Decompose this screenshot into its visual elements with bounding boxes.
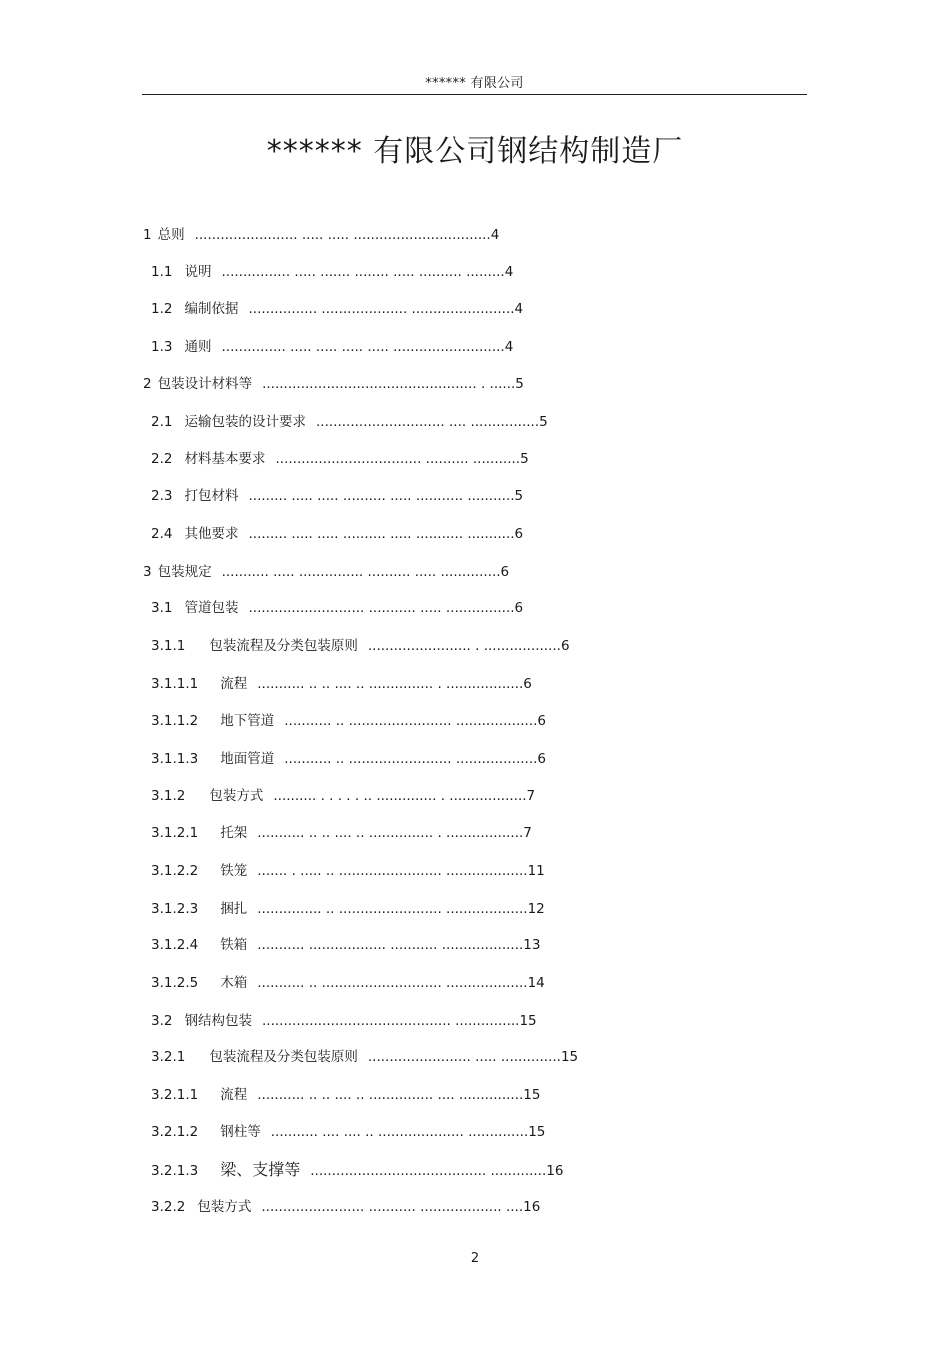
toc-entry-title: 木箱	[220, 975, 248, 991]
toc-entry[interactable]	[151, 449, 529, 469]
toc-entry-title: 运输包装的设计要求	[184, 414, 306, 430]
toc-entry-leader: ........... .. ............................ ...................	[257, 975, 528, 991]
toc-entry-title: 捆扎	[220, 901, 248, 917]
toc-entry-leader: ........... .. .. .... .. ............... . ..................	[257, 825, 524, 841]
toc-entry-leader: ......... ..... ..... .......... ..... ........... ...........	[248, 526, 515, 542]
toc-entry[interactable]	[151, 1047, 578, 1067]
toc-entry-title: 材料基本要求	[184, 451, 266, 467]
toc-entry-number: 3.2.1	[151, 1049, 186, 1065]
toc-entry-title: 说明	[184, 264, 212, 280]
toc-entry-number: 3.2.1.3	[151, 1163, 199, 1179]
toc-entry-title: 梁、支撑等	[220, 1160, 301, 1179]
toc-entry[interactable]	[151, 337, 513, 357]
toc-entry-page: 4	[514, 301, 524, 317]
toc-entry-leader: ........................ ..... ..... ................................	[194, 227, 491, 243]
toc-entry-page: 6	[523, 676, 532, 692]
toc-entry-number: 3.2.1.2	[151, 1124, 199, 1140]
toc-entry[interactable]	[151, 935, 540, 955]
toc-entry-leader: .................................................. . ......	[262, 376, 516, 392]
toc-entry-title: 钢结构包装	[184, 1013, 252, 1029]
toc-entry-leader: ........... ..... ............... .......... ..... ..............	[221, 564, 501, 580]
toc-entry[interactable]	[151, 262, 513, 282]
toc-entry[interactable]	[151, 1011, 537, 1031]
toc-entry-number: 3.2	[151, 1013, 173, 1029]
toc-entry-title: 包装设计材料等	[157, 376, 253, 392]
toc-entry-number: 1	[143, 227, 152, 243]
toc-entry-number: 3.2.1.1	[151, 1087, 199, 1103]
toc-entry-title: 钢柱等	[220, 1124, 261, 1140]
toc-entry[interactable]	[151, 899, 545, 919]
toc-entry-title: 编制依据	[184, 301, 239, 317]
toc-entry-number: 3	[143, 564, 152, 580]
toc-entry-number: 2.1	[151, 414, 173, 430]
toc-entry[interactable]	[151, 1197, 540, 1217]
toc-entry[interactable]	[151, 486, 523, 506]
toc-entry-leader: ........................ ........... ................... ....	[261, 1199, 524, 1215]
toc-entry-title: 包装流程及分类包装原则	[209, 1049, 358, 1065]
toc-entry-page: 12	[527, 901, 545, 917]
toc-entry-number: 3.1.1.1	[151, 676, 199, 692]
toc-entry-title: 流程	[220, 676, 248, 692]
toc-entry-number: 3.1.2.3	[151, 901, 199, 917]
toc-entry-page: 6	[514, 600, 524, 616]
toc-entry-number: 3.2.2	[151, 1199, 186, 1215]
toc-entry-page: 6	[500, 564, 510, 580]
toc-entry-title: 总则	[157, 227, 185, 243]
toc-entry-leader: .............................. .... ................	[315, 414, 540, 430]
toc-entry-page: 5	[515, 376, 524, 392]
toc-entry-page: 4	[504, 264, 514, 280]
toc-entry-page: 4	[504, 339, 514, 355]
toc-entry-leader: ........... .................. ........... ...................	[257, 937, 524, 953]
toc-entry-number: 3.1.2	[151, 788, 186, 804]
toc-entry-leader: ........... .. ........................ ...................	[284, 751, 538, 767]
toc-entry-page: 15	[523, 1087, 541, 1103]
toc-entry-number: 3.1	[151, 600, 173, 616]
toc-entry-leader: ............................................ ...............	[261, 1013, 520, 1029]
toc-entry-number: 2.3	[151, 488, 173, 504]
toc-entry-title: 铁箱	[220, 937, 248, 953]
toc-entry-number: 1.3	[151, 339, 173, 355]
toc-entry-page: 11	[527, 863, 545, 879]
toc-entry[interactable]	[151, 299, 523, 319]
toc-entry[interactable]	[151, 598, 523, 618]
toc-entry-leader: ....... . ..... .. ........................ ...................	[257, 863, 528, 879]
toc-entry-number: 3.1.2.2	[151, 863, 199, 879]
toc-entry-leader: ............... .. ........................ ...................	[257, 901, 528, 917]
toc-entry-title: 铁笼	[220, 863, 248, 879]
toc-entry-title: 其他要求	[184, 526, 239, 542]
running-header: ****** 有限公司	[425, 76, 524, 91]
toc-entry[interactable]	[151, 823, 532, 843]
toc-entry-leader: ......... ..... ..... .......... ..... ........... ...........	[248, 488, 515, 504]
toc-entry-title: 通则	[184, 339, 212, 355]
toc-entry-leader: ................ .................... ........................	[248, 301, 515, 317]
toc-entry-leader: ............... ..... ..... ..... ..... ..........................	[221, 339, 505, 355]
document-title: ****** 有限公司钢结构制造厂	[266, 134, 684, 169]
toc-entry-page: 16	[523, 1199, 541, 1215]
toc-entry[interactable]	[151, 1160, 563, 1180]
toc-entry[interactable]	[143, 225, 499, 245]
toc-entry-page: 15	[528, 1124, 546, 1140]
page-number: 2	[470, 1251, 480, 1266]
toc-entry-number: 3.1.2.1	[151, 825, 199, 841]
toc-entry[interactable]	[151, 749, 546, 769]
toc-entry[interactable]	[151, 973, 545, 993]
toc-entry-page: 6	[537, 751, 547, 767]
toc-entry[interactable]	[151, 674, 532, 694]
toc-entry-title: 包装方式	[197, 1199, 252, 1215]
toc-entry-leader: .................................. .......... ...........	[275, 451, 521, 467]
toc-entry-page: 15	[519, 1013, 537, 1029]
toc-entry-number: 1.2	[151, 301, 173, 317]
toc-entry-number: 2.2	[151, 451, 173, 467]
toc-entry-leader: ........................ . ..................	[367, 638, 561, 654]
toc-entry-page: 5	[514, 488, 524, 504]
toc-entry[interactable]	[151, 786, 535, 806]
toc-entry-leader: ........... .. .. .... .. ............... . ..................	[257, 676, 524, 692]
toc-entry-title: 包装流程及分类包装原则	[209, 638, 358, 654]
toc-entry-page: 6	[514, 526, 524, 542]
toc-entry-title: 地下管道	[220, 713, 275, 729]
toc-entry-title: 包装方式	[209, 788, 264, 804]
toc-entry-leader: ......................................... .............	[310, 1163, 547, 1179]
toc-entry-title: 管道包装	[184, 600, 239, 616]
toc-entry-title: 包装规定	[157, 564, 212, 580]
toc-entry-number: 3.1.2.4	[151, 937, 199, 953]
toc-entry[interactable]	[151, 636, 570, 656]
toc-entry-leader: ........................... ........... ..... ................	[248, 600, 515, 616]
toc-entry-leader: ................ ..... ....... ........ ..... .......... .........	[221, 264, 505, 280]
toc-entry-title: 地面管道	[220, 751, 275, 767]
toc-entry[interactable]	[143, 562, 509, 582]
toc-entry-number: 3.1.1	[151, 638, 186, 654]
toc-entry-number: 3.1.1.3	[151, 751, 199, 767]
toc-entry-leader: ........... .... .... .. .................... ..............	[270, 1124, 529, 1140]
toc-entry[interactable]	[143, 374, 524, 394]
toc-entry-page: 6	[537, 713, 547, 729]
toc-entry-page: 14	[527, 975, 545, 991]
toc-entry[interactable]	[151, 524, 523, 544]
toc-entry-title: 流程	[220, 1087, 248, 1103]
toc-entry-number: 1.1	[151, 264, 173, 280]
toc-entry-page: 7	[526, 788, 536, 804]
toc-entry-number: 2.4	[151, 526, 173, 542]
toc-entry-title: 托架	[220, 825, 248, 841]
toc-entry[interactable]	[151, 861, 545, 881]
toc-entry[interactable]	[151, 711, 546, 731]
toc-entry-page: 6	[560, 638, 570, 654]
toc-entry-page: 4	[490, 227, 500, 243]
toc-entry[interactable]	[151, 1122, 545, 1142]
toc-entry-page: 7	[523, 825, 532, 841]
toc-entry-number: 2	[143, 376, 152, 392]
toc-entry-title: 打包材料	[184, 488, 239, 504]
toc-entry-page: 16	[546, 1163, 564, 1179]
toc-entry-page: 15	[560, 1049, 579, 1065]
toc-entry[interactable]	[151, 412, 548, 432]
toc-entry-leader: ........... .. .. .... .. ............... .... ...............	[257, 1087, 524, 1103]
toc-entry-number: 3.1.1.2	[151, 713, 199, 729]
toc-entry-number: 3.1.2.5	[151, 975, 199, 991]
toc-entry-page: 13	[523, 937, 541, 953]
toc-entry[interactable]	[151, 1085, 540, 1105]
toc-entry-leader: .......... . . . . . .. .............. . ..................	[273, 788, 527, 804]
toc-entry-leader: ........... .. ........................ ...................	[284, 713, 538, 729]
toc-entry-leader: ........................ ..... ..............	[367, 1049, 561, 1065]
toc-entry-page: 5	[520, 451, 529, 467]
toc-entry-page: 5	[539, 414, 548, 430]
